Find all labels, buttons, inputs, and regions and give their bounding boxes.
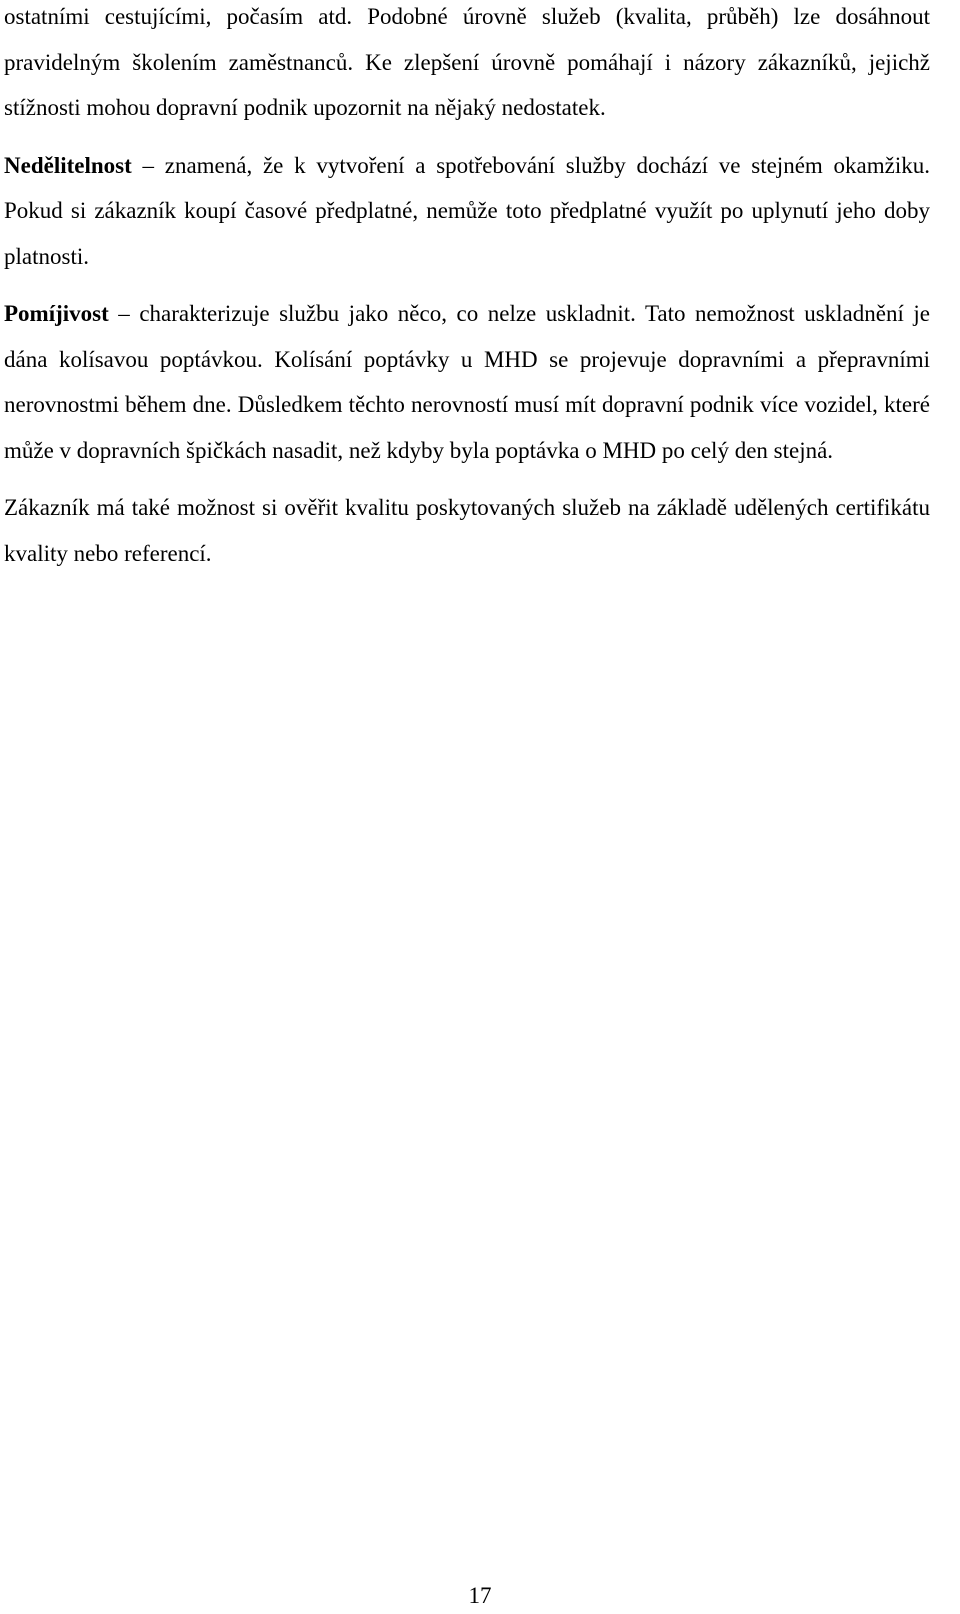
paragraph-text: ostatními cestujícími, počasím atd. Podobné úrovně služeb (kvalita, průběh) lze dosáhnout pravidelným školením zaměstnanců. Ke zlepšení úrovně pomáhají i názory zákazníků, jejichž stížnosti mohou dopravní podnik upozornit na nějaký nedostatek. bbox=[4, 4, 930, 120]
page-number: 17 bbox=[468, 1583, 492, 1608]
paragraph-nedelitelnost bbox=[4, 143, 930, 280]
paragraph-text: Zákazník má také možnost si ověřit kvalitu poskytovaných služeb na základě udělených certifikátu kvality nebo referencí. bbox=[4, 495, 930, 566]
term-separator: – bbox=[108, 301, 140, 326]
paragraph-certifikaty bbox=[4, 485, 930, 576]
term-separator: – bbox=[131, 152, 165, 178]
paragraph-text: charakterizuje službu jako něco, co nelze uskladnit. Tato nemožnost uskladnění je dána kolísavou poptávkou. Kolísání poptávky u MHD se projevuje dopravními a přepravními nerovnostmi během dne. Důsledkem těchto nerovností musí mít dopravní podnik více vozidel, které může v dopravních špičkách nasadit, než kdyby byla poptávka o MHD po celý den stejná. bbox=[4, 301, 930, 463]
paragraph-term: Nedělitelnost bbox=[4, 152, 132, 178]
paragraph-continuation bbox=[4, 0, 930, 131]
paragraph-term: Pomíjivost bbox=[4, 301, 109, 326]
document-page bbox=[4, 0, 930, 576]
paragraph-pomijivost bbox=[4, 291, 930, 473]
paragraph-text: znamená, že k vytvoření a spotřebování služby dochází ve stejném okamžiku. Pokud si zákazník koupí časové předplatné, nemůže toto předplatné využít po uplynutí jeho doby platnosti. bbox=[4, 152, 930, 269]
